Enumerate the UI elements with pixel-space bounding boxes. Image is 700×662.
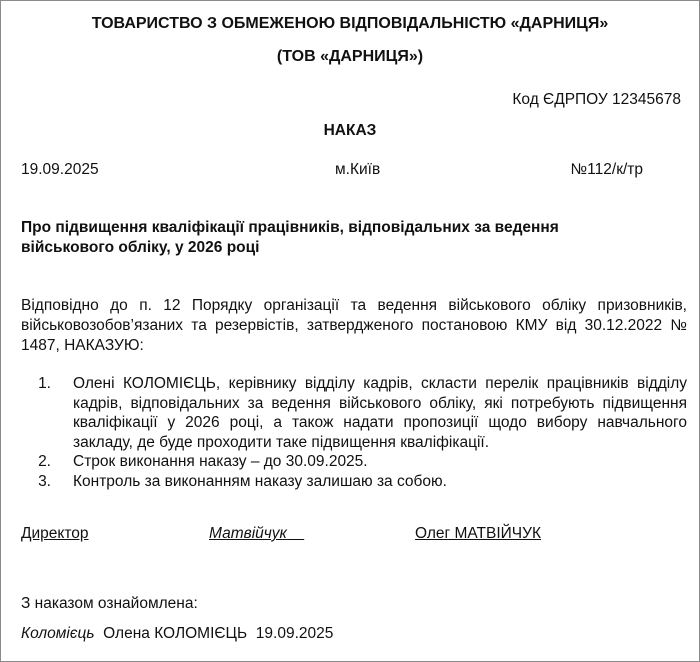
- document-number: №112/к/тр: [570, 161, 643, 178]
- document-title: НАКАЗ: [323, 122, 377, 139]
- item-number: 1.: [38, 375, 51, 392]
- acknowledgement-date: 19.09.2025: [255, 625, 334, 642]
- company-full-name: ТОВАРИСТВО З ОБМЕЖЕНОЮ ВІДПОВІДАЛЬНІСТЮ «ДАРНИЦЯ»: [91, 15, 609, 32]
- item-number: 3.: [38, 472, 51, 490]
- list-item: [21, 472, 687, 492]
- document-city: м.Київ: [335, 161, 381, 178]
- item-text: Строк виконання наказу – до 30.09.2025.: [73, 453, 368, 470]
- signer-name: Олег МАТВІЙЧУК: [415, 525, 542, 542]
- item-text: Контроль за виконанням наказу залишаю за собою.: [73, 472, 447, 490]
- item-text: Олені КОЛОМІЄЦЬ, керівнику відділу кадрів, скласти перелік працівників відділу кадрів, відповідальних за ведення військового обліку, які потребують підвищення кваліфікації у 2026 році, а також надати пропозиції щодо вибору навчального закладу, де буде проходити таке підвищення кваліфікації.: [73, 375, 687, 451]
- acknowledgement-label: З наказом ознайомлена:: [21, 595, 198, 612]
- list-item: [21, 374, 687, 452]
- acknowledgement-name: Олена КОЛОМІЄЦЬ: [103, 625, 248, 642]
- list-item: [21, 452, 687, 472]
- company-short-name: (ТОВ «ДАРНИЦЯ»): [276, 48, 424, 65]
- item-number: 2.: [38, 453, 51, 470]
- acknowledgement-signature: Коломієць: [21, 625, 95, 642]
- document-intro: Відповідно до п. 12 Порядку організації та ведення військового обліку призовників, військовозобов’язаних та резервістів, затвердженого постановою КМУ від 30.12.2022 № 1487, НАКАЗУЮ:: [21, 297, 687, 354]
- company-code: Код ЄДРПОУ 12345678: [512, 91, 681, 108]
- signer-role: Директор: [21, 525, 89, 542]
- document-date: 19.09.2025: [21, 161, 99, 178]
- order-items-list: [21, 374, 687, 491]
- handwritten-signature: Матвійчук: [209, 525, 287, 542]
- acknowledgement-line: [21, 625, 333, 643]
- document-subject: Про підвищення кваліфікації працівників, відповідальних за ведення військового обліку, у 2026 році: [21, 219, 559, 256]
